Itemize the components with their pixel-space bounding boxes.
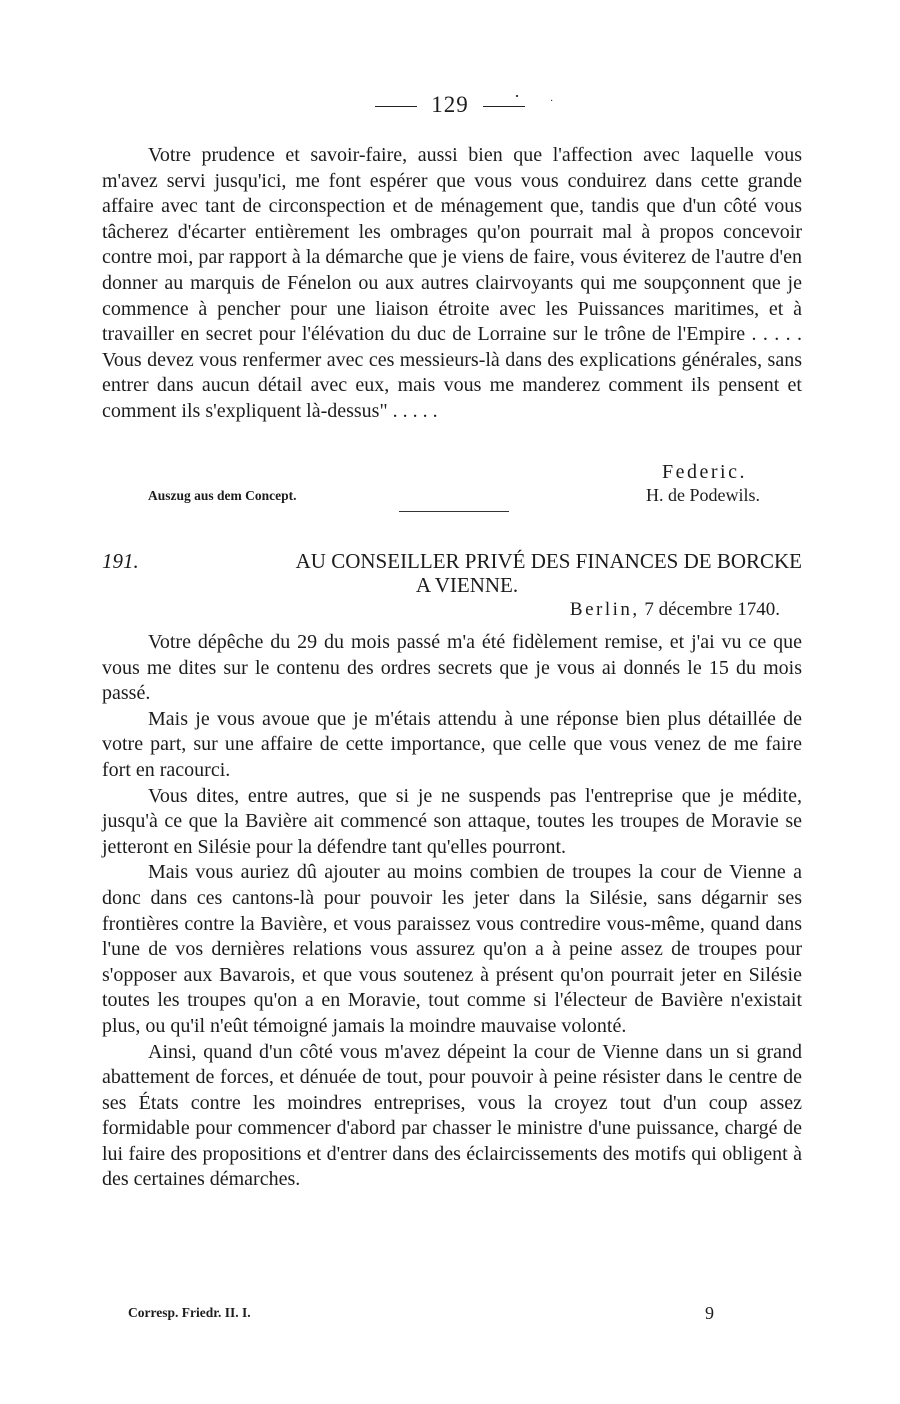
previous-letter-end [102,143,802,425]
page-number: 129 [431,92,469,117]
header-rule-left [375,106,417,107]
dateline-date: 7 décembre 1740. [644,599,780,620]
body-paragraph-5: Ainsi, quand d'un côté vous m'avez dépeint la cour de Vienne dans un si grand abattement de forces, et dénuée de tout, pour pouvoir à peine résister dans le centre de ses États contre les moindres entreprises, vous la croyez tout d'un coup assez formidable pour commencer d'abord par chasser le ministre d'une puissance, chargé de lui faire des propositions et d'entrer dans des éclaircissements des motifs qui obligent à des certaines démarches. [102,1040,802,1191]
letter-title-line1: AU CONSEILLER PRIVÉ DES FINANCES DE BORCKE [295,549,802,573]
section-divider [399,511,509,512]
body-paragraph-3: Vous dites, entre autres, que si je ne suspends pas l'entreprise que je médite, jusqu'à ce que la Bavière ait commencé son attaque, toutes les troupes de Moravie se jetteront en Silésie pour la défendre tant qu'elles pourront. [102,784,802,858]
header-dot-mark: · [514,86,521,106]
countersignature: H. de Podewils. [646,485,760,505]
letter-number: 191. [102,549,139,573]
source-note: Auszug aus dem Concept. [148,488,297,503]
letter-body [102,630,802,1193]
dateline-place: Berlin, [569,599,640,620]
letter-title [102,549,802,597]
body-paragraph-2: Mais je vous avoue que je m'étais attendu à une réponse bien plus détaillée de votre part, sur une affaire de cette importance, que celle que vous venez de me faire fort en racourci. [102,707,802,781]
signature: Federic. [662,461,747,483]
body-paragraph-4: Mais vous auriez dû ajouter au moins combien de troupes la cour de Vienne a donc dans ces cantons-là pour pouvoir les jeter dans la Silésie, sans dégarnir ses frontières contre la Bavière, et vous paraissez vous contredire vous-même, quand dans l'une de vos dernières relations vous assurez qu'on a à peine assez de troupes pour s'opposer aux Bavarois, et que vous soutenez à présent qu'on pourrait jeter en Silésie toutes les troupes qu'on a en Moravie, tout comme si l'électeur de Bavière n'existait plus, ou qu'il n'eût témoigné jamais la moindre mauvaise volonté. [102,861,802,1037]
footer-signature-mark: 9 [705,1303,714,1323]
header-small-mark: · [550,96,555,107]
body-paragraph-1: Votre dépêche du 29 du mois passé m'a été fidèlement remise, et j'ai vu ce que vous me dites sur le contenu des ordres secrets que je vous ai donnés le 15 du mois passé. [102,631,802,705]
footer-source: Corresp. Friedr. II. I. [128,1305,251,1320]
running-header [0,86,900,118]
previous-letter-paragraph: Votre prudence et savoir-faire, aussi bien que l'affection avec laquelle vous m'avez servi jusqu'ici, me font espérer que vous vous conduirez dans cette grande affaire avec tant de circonspection et de ménagement que, tandis que d'un côté vous tâcherez d'écarter entièrement les ombrages qu'on pourrait mal à propos concevoir contre moi, par rapport à la démarche que je viens de faire, vous éviterez de l'autre d'en donner au marquis de Fénelon ou aux autres clairvoyants qui me soupçonnent que je commence à pencher pour une liaison étroite avec les Puissances maritimes, et à travailler en secret pour l'élévation du duc de Lorraine sur le trône de l'Empire . . . . . Vous devez vous renfermer avec ces messieurs-là dans des explications générales, sans entrer dans aucun détail avec eux, mais vous me manderez comment ils pensent et comment ils s'expliquent là-dessus" . . . . . [102,144,802,422]
letter-title-line2: A VIENNE. [415,573,519,597]
dateline [570,599,780,621]
